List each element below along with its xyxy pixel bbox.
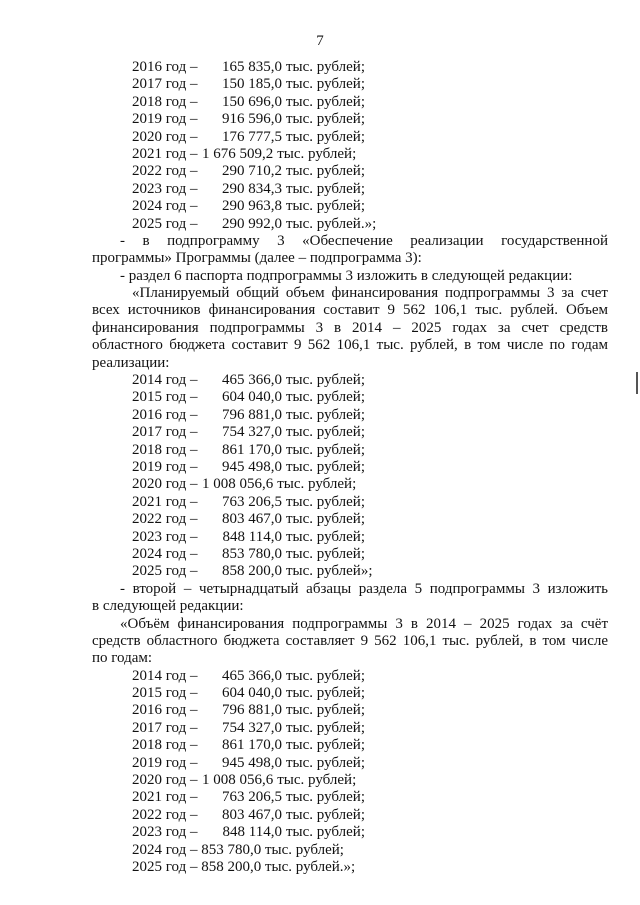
funding-row: 2023 год – 848 114,0 тыс. рублей; [132, 528, 365, 545]
funding-row: 2016 год – 165 835,0 тыс. рублей; [132, 59, 365, 75]
paragraph-planned-volume-cont: финансирования подпрограммы 3 в 2014 – 2025 годах за счет средств [92, 319, 608, 336]
funding-list-1 [92, 59, 608, 876]
funding-row: 2015 год – 604 040,0 тыс. рублей; [132, 389, 365, 406]
funding-row: 2016 год – 796 881,0 тыс. рублей; [132, 406, 365, 423]
paragraph-planned-volume: «Планируемый общий объем финансирования подпрограммы 3 за счет [132, 285, 608, 302]
funding-row: 2025 год – 858 200,0 тыс. рублей.»; [132, 858, 356, 875]
page-number: 7 [316, 33, 324, 49]
funding-row: 2017 год – 754 327,0 тыс. рублей; [132, 719, 365, 736]
funding-row: 2020 год – 176 777,5 тыс. рублей; [132, 128, 365, 145]
paragraph-funding-volume: «Объём финансирования подпрограммы 3 в 2014 – 2025 годах за счёт [120, 615, 608, 632]
paragraph-planned-volume-cont: всех источников финансирования составит 9 562 106,1 тыс. рублей. Объем [92, 302, 608, 319]
paragraph-funding-volume-cont: по годам: [92, 650, 153, 667]
funding-row: 2018 год – 861 170,0 тыс. рублей; [132, 737, 365, 754]
funding-row: 2017 год – 150 185,0 тыс. рублей; [132, 76, 365, 93]
funding-row: 2022 год – 803 467,0 тыс. рублей; [132, 511, 365, 528]
funding-row: 2024 год – 853 780,0 тыс. рублей; [132, 841, 344, 858]
funding-row: 2016 год – 796 881,0 тыс. рублей; [132, 702, 365, 719]
funding-row: 2023 год – 848 114,0 тыс. рублей; [132, 824, 365, 841]
funding-row: 2023 год – 290 834,3 тыс. рублей; [132, 180, 365, 197]
funding-row: 2014 год – 465 366,0 тыс. рублей; [132, 372, 365, 389]
paragraph-subprogram-3: - в подпрограмму 3 «Обеспечение реализации государственной [120, 232, 608, 249]
funding-row: 2025 год – 858 200,0 тыс. рублей»; [132, 563, 373, 580]
funding-row: 2019 год – 916 596,0 тыс. рублей; [132, 111, 365, 128]
paragraph-planned-volume-cont: реализации: [92, 354, 170, 371]
funding-row: 2022 год – 290 710,2 тыс. рублей; [132, 163, 365, 180]
funding-row: 2025 год – 290 992,0 тыс. рублей.»; [132, 215, 377, 232]
funding-row: 2018 год – 150 696,0 тыс. рублей; [132, 93, 365, 110]
funding-row: 2021 год – 763 206,5 тыс. рублей; [132, 493, 365, 510]
paragraph-section-5-cont: в следующей редакции: [92, 598, 244, 615]
paragraph-section-6: - раздел 6 паспорта подпрограммы 3 изложить в следующей редакции: [120, 267, 573, 284]
funding-row: 2019 год – 945 498,0 тыс. рублей; [132, 754, 365, 771]
funding-row: 2018 год – 861 170,0 тыс. рублей; [132, 441, 365, 458]
funding-row: 2024 год – 853 780,0 тыс. рублей; [132, 545, 365, 562]
funding-row: 2021 год – 1 676 509,2 тыс. рублей; [132, 145, 357, 162]
funding-row: 2021 год – 763 206,5 тыс. рублей; [132, 789, 365, 806]
funding-row: 2019 год – 945 498,0 тыс. рублей; [132, 458, 365, 475]
funding-row: 2024 год – 290 963,8 тыс. рублей; [132, 198, 365, 215]
funding-row: 2015 год – 604 040,0 тыс. рублей; [132, 685, 365, 702]
scan-edge-mark [636, 372, 638, 394]
paragraph-section-5: - второй – четырнадцатый абзацы раздела 5 подпрограммы 3 изложить [120, 580, 608, 597]
paragraph-planned-volume-cont: областного бюджета составит 9 562 106,1 тыс. рублей, в том числе по годам [92, 337, 608, 354]
funding-row: 2017 год – 754 327,0 тыс. рублей; [132, 424, 365, 441]
funding-row: 2022 год – 803 467,0 тыс. рублей; [132, 806, 365, 823]
funding-row: 2020 год – 1 008 056,6 тыс. рублей; [132, 476, 357, 493]
paragraph-funding-volume-cont: средств областного бюджета составляет 9 562 106,1 тыс. рублей, в том числе [92, 632, 608, 649]
funding-row: 2014 год – 465 366,0 тыс. рублей; [132, 667, 365, 684]
funding-row: 2020 год – 1 008 056,6 тыс. рублей; [132, 772, 357, 789]
paragraph-subprogram-3-cont: программы» Программы (далее – подпрограмма 3): [92, 250, 422, 267]
